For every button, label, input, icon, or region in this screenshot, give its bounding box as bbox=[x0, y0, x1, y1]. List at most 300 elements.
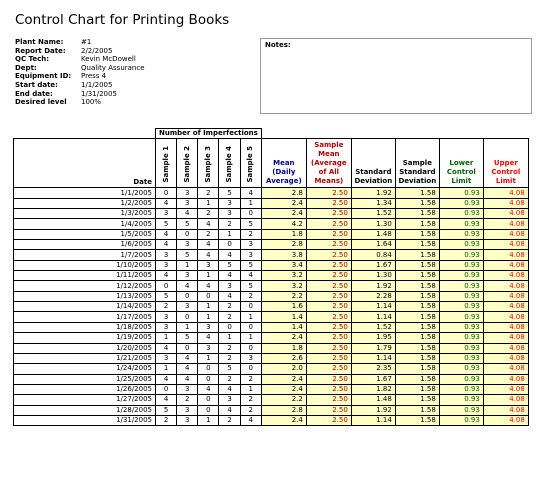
lcl-cell: 0.93 bbox=[439, 415, 483, 425]
mean-cell: 1.4 bbox=[261, 322, 306, 332]
sample-mean-cell: 2.50 bbox=[306, 302, 351, 312]
sample-cell: 1 bbox=[240, 198, 261, 208]
sample-cell: 1 bbox=[198, 415, 219, 425]
info-row bbox=[15, 72, 145, 81]
sample-cell: 4 bbox=[198, 281, 219, 291]
mean-cell: 2.4 bbox=[261, 198, 306, 208]
sample-cell: 4 bbox=[156, 229, 177, 239]
table-row bbox=[14, 302, 529, 312]
info-label: Desired level bbox=[15, 98, 67, 107]
ucl-cell: 4.08 bbox=[483, 302, 528, 312]
ucl-cell: 4.08 bbox=[483, 333, 528, 343]
sample-cell: 1 bbox=[198, 198, 219, 208]
sample-cell: 2 bbox=[240, 405, 261, 415]
std-dev-cell: 1.48 bbox=[351, 395, 395, 405]
std-dev-cell: 2.35 bbox=[351, 364, 395, 374]
sample-cell: 1 bbox=[198, 302, 219, 312]
std-dev-cell: 1.30 bbox=[351, 219, 395, 229]
std-dev-cell: 1.14 bbox=[351, 415, 395, 425]
sample-cell: 0 bbox=[198, 405, 219, 415]
sample-cell: 2 bbox=[156, 302, 177, 312]
date-cell: 1/21/2005 bbox=[14, 353, 156, 363]
sample-cell: 4 bbox=[177, 281, 198, 291]
ucl-cell: 4.08 bbox=[483, 415, 528, 425]
ucl-cell: 4.08 bbox=[483, 384, 528, 394]
sample-cell: 0 bbox=[198, 395, 219, 405]
mean-cell: 2.0 bbox=[261, 364, 306, 374]
sample-cell: 5 bbox=[219, 364, 240, 374]
info-row bbox=[15, 98, 145, 107]
mean-cell: 2.6 bbox=[261, 353, 306, 363]
sample-cell: 4 bbox=[156, 198, 177, 208]
sample-mean-cell: 2.50 bbox=[306, 384, 351, 394]
sample-cell: 0 bbox=[177, 343, 198, 353]
ucl-cell: 4.08 bbox=[483, 198, 528, 208]
sample-mean-cell: 2.50 bbox=[306, 260, 351, 270]
lcl-cell: 0.93 bbox=[439, 302, 483, 312]
date-cell: 1/18/2005 bbox=[14, 322, 156, 332]
sample-mean-cell: 2.50 bbox=[306, 333, 351, 343]
page-title: Control Chart for Printing Books bbox=[15, 12, 230, 28]
info-value: 1/1/2005 bbox=[81, 80, 113, 89]
std-dev-header: Standard Deviation bbox=[351, 139, 395, 188]
info-row bbox=[15, 38, 145, 47]
sample-cell: 0 bbox=[198, 374, 219, 384]
lcl-cell: 0.93 bbox=[439, 395, 483, 405]
date-cell: 1/26/2005 bbox=[14, 384, 156, 394]
sample-cell: 4 bbox=[219, 384, 240, 394]
date-cell: 1/3/2005 bbox=[14, 209, 156, 219]
date-cell: 1/25/2005 bbox=[14, 374, 156, 384]
mean-cell: 2.2 bbox=[261, 291, 306, 301]
sample-cell: 0 bbox=[240, 343, 261, 353]
lcl-cell: 0.93 bbox=[439, 405, 483, 415]
sample-header bbox=[198, 139, 219, 188]
info-value: 2/2/2005 bbox=[81, 46, 113, 55]
sample-cell: 3 bbox=[219, 209, 240, 219]
sample-cell: 0 bbox=[240, 322, 261, 332]
sample-mean-header: Sample Mean (Average of All Means) bbox=[306, 139, 351, 188]
table-row bbox=[14, 229, 529, 239]
info-value: 1/31/2005 bbox=[81, 89, 117, 98]
sample-mean-cell: 2.50 bbox=[306, 188, 351, 198]
lcl-cell: 0.93 bbox=[439, 343, 483, 353]
sample-cell: 5 bbox=[156, 405, 177, 415]
sample-cell: 4 bbox=[219, 405, 240, 415]
sample-cell: 2 bbox=[240, 395, 261, 405]
date-cell: 1/28/2005 bbox=[14, 405, 156, 415]
sample-cell: 4 bbox=[156, 240, 177, 250]
lcl-cell: 0.93 bbox=[439, 291, 483, 301]
sample-mean-cell: 2.50 bbox=[306, 343, 351, 353]
sample-mean-cell: 2.50 bbox=[306, 374, 351, 384]
sample-header bbox=[156, 139, 177, 188]
sample-cell: 1 bbox=[198, 312, 219, 322]
notes-label: Notes: bbox=[265, 41, 291, 49]
date-cell: 1/2/2005 bbox=[14, 198, 156, 208]
sample-cell: 1 bbox=[240, 333, 261, 343]
lcl-header: Lower Control Limit bbox=[439, 139, 483, 188]
std-dev-cell: 1.67 bbox=[351, 260, 395, 270]
lcl-cell: 0.93 bbox=[439, 188, 483, 198]
info-label: Dept: bbox=[15, 63, 37, 72]
sample-cell: 3 bbox=[156, 209, 177, 219]
ucl-cell: 4.08 bbox=[483, 374, 528, 384]
lcl-cell: 0.93 bbox=[439, 219, 483, 229]
sample-cell: 3 bbox=[240, 250, 261, 260]
ucl-cell: 4.08 bbox=[483, 312, 528, 322]
sample-cell: 3 bbox=[177, 415, 198, 425]
sample-header bbox=[219, 139, 240, 188]
sample-cell: 0 bbox=[156, 188, 177, 198]
sample-cell: 0 bbox=[177, 291, 198, 301]
sample-std-cell: 1.58 bbox=[395, 333, 439, 343]
sample-cell: 4 bbox=[177, 353, 198, 363]
info-label: End date: bbox=[15, 89, 53, 98]
sample-mean-cell: 2.50 bbox=[306, 312, 351, 322]
table-row bbox=[14, 343, 529, 353]
table-row bbox=[14, 384, 529, 394]
sample-cell: 5 bbox=[156, 291, 177, 301]
sample-cell: 4 bbox=[198, 384, 219, 394]
sample-cell: 2 bbox=[219, 415, 240, 425]
sample-cell: 4 bbox=[177, 364, 198, 374]
sample-cell: 1 bbox=[177, 322, 198, 332]
sample-std-cell: 1.58 bbox=[395, 343, 439, 353]
table-body bbox=[14, 188, 529, 426]
sample-cell: 0 bbox=[156, 281, 177, 291]
table-row bbox=[14, 333, 529, 343]
ucl-cell: 4.08 bbox=[483, 260, 528, 270]
sample-std-cell: 1.58 bbox=[395, 219, 439, 229]
sample-cell: 5 bbox=[240, 260, 261, 270]
lcl-cell: 0.93 bbox=[439, 312, 483, 322]
sample-cell: 5 bbox=[177, 333, 198, 343]
sample-std-cell: 1.58 bbox=[395, 271, 439, 281]
info-label: Report Date: bbox=[15, 46, 66, 55]
sample-cell: 4 bbox=[156, 374, 177, 384]
control-table bbox=[13, 128, 529, 426]
sample-cell: 4 bbox=[198, 333, 219, 343]
info-row bbox=[15, 90, 145, 99]
info-row bbox=[15, 81, 145, 90]
sample-cell: 4 bbox=[177, 374, 198, 384]
sample-cell: 3 bbox=[198, 343, 219, 353]
date-cell: 1/11/2005 bbox=[14, 271, 156, 281]
sample-mean-cell: 2.50 bbox=[306, 271, 351, 281]
info-label: Plant Name: bbox=[15, 38, 64, 46]
std-dev-cell: 1.14 bbox=[351, 302, 395, 312]
date-cell: 1/17/2005 bbox=[14, 312, 156, 322]
sample-cell: 5 bbox=[219, 188, 240, 198]
sample-cell: 1 bbox=[240, 384, 261, 394]
lcl-cell: 0.93 bbox=[439, 281, 483, 291]
sample-cell: 0 bbox=[198, 364, 219, 374]
sample-cell: 2 bbox=[219, 353, 240, 363]
info-value: Press 4 bbox=[81, 72, 107, 81]
std-dev-cell: 1.92 bbox=[351, 188, 395, 198]
sample-std-cell: 1.58 bbox=[395, 229, 439, 239]
ucl-cell: 4.08 bbox=[483, 229, 528, 239]
sample-cell: 3 bbox=[156, 353, 177, 363]
table-row bbox=[14, 240, 529, 250]
sample-mean-cell: 2.50 bbox=[306, 415, 351, 425]
lcl-cell: 0.93 bbox=[439, 374, 483, 384]
sample-cell: 4 bbox=[240, 188, 261, 198]
sample-cell: 1 bbox=[198, 271, 219, 281]
date-cell: 1/6/2005 bbox=[14, 240, 156, 250]
sample-mean-cell: 2.50 bbox=[306, 322, 351, 332]
sample-cell: 2 bbox=[177, 395, 198, 405]
sample-cell: 5 bbox=[156, 219, 177, 229]
std-dev-cell: 1.52 bbox=[351, 322, 395, 332]
sample-cell: 3 bbox=[177, 240, 198, 250]
sample-mean-cell: 2.50 bbox=[306, 209, 351, 219]
std-dev-cell: 1.64 bbox=[351, 240, 395, 250]
sample-std-cell: 1.58 bbox=[395, 260, 439, 270]
sample-std-cell: 1.58 bbox=[395, 312, 439, 322]
sample-cell: 3 bbox=[177, 405, 198, 415]
sample-cell: 3 bbox=[219, 198, 240, 208]
mean-cell: 3.8 bbox=[261, 250, 306, 260]
date-cell: 1/24/2005 bbox=[14, 364, 156, 374]
info-label: QC Tech: bbox=[15, 55, 50, 64]
table-row bbox=[14, 312, 529, 322]
sample-cell: 4 bbox=[198, 240, 219, 250]
sample-cell: 4 bbox=[219, 291, 240, 301]
sample-std-cell: 1.58 bbox=[395, 405, 439, 415]
lcl-cell: 0.93 bbox=[439, 353, 483, 363]
info-value: Kevin McDowell bbox=[81, 55, 136, 64]
std-dev-cell: 1.79 bbox=[351, 343, 395, 353]
sample-cell: 3 bbox=[177, 302, 198, 312]
sample-std-cell: 1.58 bbox=[395, 281, 439, 291]
sample-mean-cell: 2.50 bbox=[306, 250, 351, 260]
table-row bbox=[14, 405, 529, 415]
mean-cell: 2.4 bbox=[261, 374, 306, 384]
info-row bbox=[15, 64, 145, 73]
std-dev-cell: 1.48 bbox=[351, 229, 395, 239]
lcl-cell: 0.93 bbox=[439, 240, 483, 250]
sample-cell: 3 bbox=[177, 198, 198, 208]
mean-cell: 2.4 bbox=[261, 333, 306, 343]
sample-mean-cell: 2.50 bbox=[306, 219, 351, 229]
std-dev-cell: 1.95 bbox=[351, 333, 395, 343]
std-dev-cell: 0.84 bbox=[351, 250, 395, 260]
report-info bbox=[15, 38, 145, 107]
sample-std-cell: 1.58 bbox=[395, 395, 439, 405]
mean-cell: 1.8 bbox=[261, 343, 306, 353]
lcl-cell: 0.93 bbox=[439, 250, 483, 260]
lcl-cell: 0.93 bbox=[439, 322, 483, 332]
sample-cell: 3 bbox=[156, 312, 177, 322]
sample-std-cell: 1.58 bbox=[395, 291, 439, 301]
sample-cell: 0 bbox=[198, 291, 219, 301]
mean-cell: 2.2 bbox=[261, 395, 306, 405]
info-value: 100% bbox=[81, 98, 102, 107]
sample-std-cell: 1.58 bbox=[395, 384, 439, 394]
sample-cell: 0 bbox=[177, 312, 198, 322]
ucl-cell: 4.08 bbox=[483, 353, 528, 363]
info-row bbox=[15, 55, 145, 64]
mean-cell: 3.4 bbox=[261, 260, 306, 270]
lcl-cell: 0.93 bbox=[439, 229, 483, 239]
sample-cell: 0 bbox=[240, 209, 261, 219]
sample-std-cell: 1.58 bbox=[395, 209, 439, 219]
sample-mean-cell: 2.50 bbox=[306, 281, 351, 291]
table-row bbox=[14, 219, 529, 229]
ucl-cell: 4.08 bbox=[483, 291, 528, 301]
table-row bbox=[14, 209, 529, 219]
sample-cell: 5 bbox=[177, 219, 198, 229]
std-dev-cell: 2.28 bbox=[351, 291, 395, 301]
date-cell: 1/31/2005 bbox=[14, 415, 156, 425]
sample-cell: 1 bbox=[219, 229, 240, 239]
date-cell: 1/20/2005 bbox=[14, 343, 156, 353]
std-dev-cell: 1.92 bbox=[351, 405, 395, 415]
sample-cell: 4 bbox=[219, 271, 240, 281]
sample-cell: 3 bbox=[240, 353, 261, 363]
sample-mean-cell: 2.50 bbox=[306, 198, 351, 208]
info-row bbox=[15, 47, 145, 56]
date-cell: 1/4/2005 bbox=[14, 219, 156, 229]
lcl-cell: 0.93 bbox=[439, 198, 483, 208]
info-value: #1 bbox=[81, 38, 92, 46]
sample-cell: 3 bbox=[219, 281, 240, 291]
table-row bbox=[14, 374, 529, 384]
info-label: Equipment ID: bbox=[15, 72, 72, 81]
sample-header bbox=[240, 139, 261, 188]
notes-box[interactable] bbox=[260, 38, 532, 114]
sample-cell: 4 bbox=[240, 415, 261, 425]
sample-cell: 4 bbox=[198, 250, 219, 260]
ucl-cell: 4.08 bbox=[483, 281, 528, 291]
sample-std-header: Sample Standard Deviation bbox=[395, 139, 439, 188]
mean-cell: 4.2 bbox=[261, 219, 306, 229]
sample-mean-cell: 2.50 bbox=[306, 364, 351, 374]
std-dev-cell: 1.92 bbox=[351, 281, 395, 291]
sample-cell: 0 bbox=[156, 384, 177, 394]
sample-header bbox=[177, 139, 198, 188]
lcl-cell: 0.93 bbox=[439, 364, 483, 374]
date-cell: 1/10/2005 bbox=[14, 260, 156, 270]
sample-cell: 5 bbox=[219, 260, 240, 270]
lcl-cell: 0.93 bbox=[439, 260, 483, 270]
sample-std-cell: 1.58 bbox=[395, 302, 439, 312]
lcl-cell: 0.93 bbox=[439, 333, 483, 343]
table-row bbox=[14, 250, 529, 260]
date-cell: 1/14/2005 bbox=[14, 302, 156, 312]
ucl-cell: 4.08 bbox=[483, 271, 528, 281]
std-dev-cell: 1.14 bbox=[351, 312, 395, 322]
mean-cell: 2.4 bbox=[261, 384, 306, 394]
sample-mean-cell: 2.50 bbox=[306, 291, 351, 301]
sample-cell: 3 bbox=[219, 395, 240, 405]
sample-cell: 3 bbox=[156, 250, 177, 260]
sample-std-cell: 1.58 bbox=[395, 364, 439, 374]
mean-cell: 2.8 bbox=[261, 188, 306, 198]
std-dev-cell: 1.67 bbox=[351, 374, 395, 384]
ucl-header: Upper Control Limit bbox=[483, 139, 528, 188]
ucl-cell: 4.08 bbox=[483, 250, 528, 260]
info-label: Start date: bbox=[15, 80, 58, 89]
mean-cell: 1.8 bbox=[261, 229, 306, 239]
mean-cell: 3.2 bbox=[261, 281, 306, 291]
sample-cell: 2 bbox=[240, 229, 261, 239]
sample-cell: 2 bbox=[198, 209, 219, 219]
sample-cell: 3 bbox=[156, 322, 177, 332]
sample-mean-cell: 2.50 bbox=[306, 240, 351, 250]
sample-cell: 3 bbox=[177, 384, 198, 394]
sample-cell: 3 bbox=[198, 260, 219, 270]
date-cell: 1/27/2005 bbox=[14, 395, 156, 405]
lcl-cell: 0.93 bbox=[439, 209, 483, 219]
ucl-cell: 4.08 bbox=[483, 188, 528, 198]
sample-cell: 0 bbox=[219, 240, 240, 250]
table-row bbox=[14, 281, 529, 291]
date-cell: 1/13/2005 bbox=[14, 291, 156, 301]
mean-cell: 1.6 bbox=[261, 302, 306, 312]
sample-cell: 2 bbox=[198, 229, 219, 239]
ucl-cell: 4.08 bbox=[483, 322, 528, 332]
mean-cell: 2.8 bbox=[261, 240, 306, 250]
sample-std-cell: 1.58 bbox=[395, 198, 439, 208]
sample-header-label: Sample 4 bbox=[225, 145, 234, 183]
sample-cell: 4 bbox=[156, 343, 177, 353]
table-row bbox=[14, 364, 529, 374]
sample-cell: 3 bbox=[240, 240, 261, 250]
sample-cell: 2 bbox=[240, 374, 261, 384]
sample-mean-cell: 2.50 bbox=[306, 229, 351, 239]
sample-cell: 3 bbox=[156, 260, 177, 270]
sample-cell: 2 bbox=[219, 343, 240, 353]
info-value: Quality Assurance bbox=[81, 63, 145, 72]
mean-cell: 1.4 bbox=[261, 312, 306, 322]
lcl-cell: 0.93 bbox=[439, 384, 483, 394]
sample-header-label: Sample 1 bbox=[161, 145, 170, 183]
lcl-cell: 0.93 bbox=[439, 271, 483, 281]
date-cell: 1/1/2005 bbox=[14, 188, 156, 198]
sample-cell: 1 bbox=[240, 312, 261, 322]
mean-cell: 3.2 bbox=[261, 271, 306, 281]
sample-cell: 0 bbox=[219, 322, 240, 332]
table-row bbox=[14, 322, 529, 332]
table-row bbox=[14, 395, 529, 405]
sample-cell: 1 bbox=[219, 333, 240, 343]
mean-cell: 2.4 bbox=[261, 415, 306, 425]
table-row bbox=[14, 415, 529, 425]
ucl-cell: 4.08 bbox=[483, 209, 528, 219]
date-cell: 1/19/2005 bbox=[14, 333, 156, 343]
ucl-cell: 4.08 bbox=[483, 405, 528, 415]
mean-cell: 2.4 bbox=[261, 209, 306, 219]
std-dev-cell: 1.30 bbox=[351, 271, 395, 281]
sample-cell: 3 bbox=[198, 322, 219, 332]
ucl-cell: 4.08 bbox=[483, 395, 528, 405]
sample-header-label: Sample 5 bbox=[246, 145, 255, 183]
sample-cell: 2 bbox=[219, 219, 240, 229]
sample-cell: 0 bbox=[240, 364, 261, 374]
sample-std-cell: 1.58 bbox=[395, 374, 439, 384]
sample-cell: 4 bbox=[240, 271, 261, 281]
sample-std-cell: 1.58 bbox=[395, 240, 439, 250]
sample-cell: 2 bbox=[198, 188, 219, 198]
sample-cell: 5 bbox=[177, 250, 198, 260]
sample-header-label: Sample 3 bbox=[203, 145, 212, 183]
sample-cell: 2 bbox=[219, 374, 240, 384]
date-header: Date bbox=[14, 139, 156, 188]
mean-cell: 2.8 bbox=[261, 405, 306, 415]
